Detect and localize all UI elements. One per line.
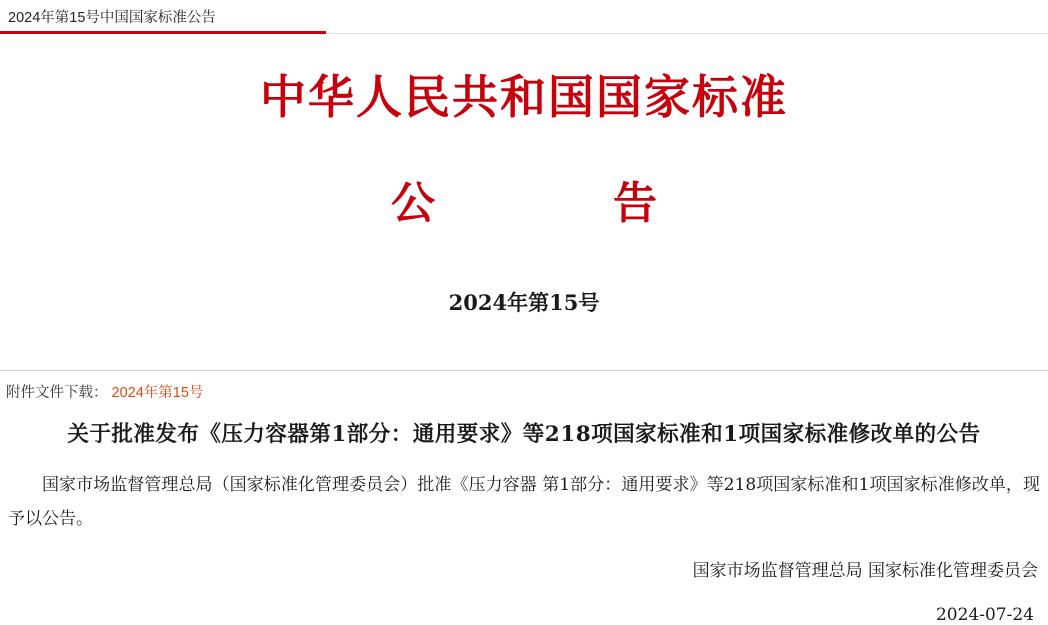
breadcrumb[interactable]: 2024年第15号中国国家标准公告 (8, 10, 216, 26)
breadcrumb-active-underline (0, 31, 326, 34)
announcement-number: 2024年第15号 (448, 290, 600, 316)
article (0, 417, 1048, 625)
attachment-download-link[interactable]: 2024年第15号 (111, 385, 204, 402)
attachment-row (0, 383, 1048, 403)
article-body: 国家市场监督管理总局（国家标准化管理委员会）批准《压力容器 第1部分：通用要求》等218项国家标准和1项国家标准修改单，现予以公告。 (8, 475, 1040, 530)
article-heading: 关于批准发布《压力容器第1部分：通用要求》等218项国家标准和1项国家标准修改单的公告 (67, 422, 981, 448)
article-signature: 国家市场监督管理总局 国家标准化管理委员会 (692, 561, 1038, 582)
divider (0, 370, 1048, 371)
page-title: 中华人民共和国国家标准 (260, 70, 788, 124)
article-date: 2024-07-24 (935, 605, 1034, 625)
page-subtitle: 公 告 (391, 178, 687, 230)
attachment-label: 附件文件下载： (6, 385, 108, 402)
breadcrumb-bar (0, 0, 1048, 34)
